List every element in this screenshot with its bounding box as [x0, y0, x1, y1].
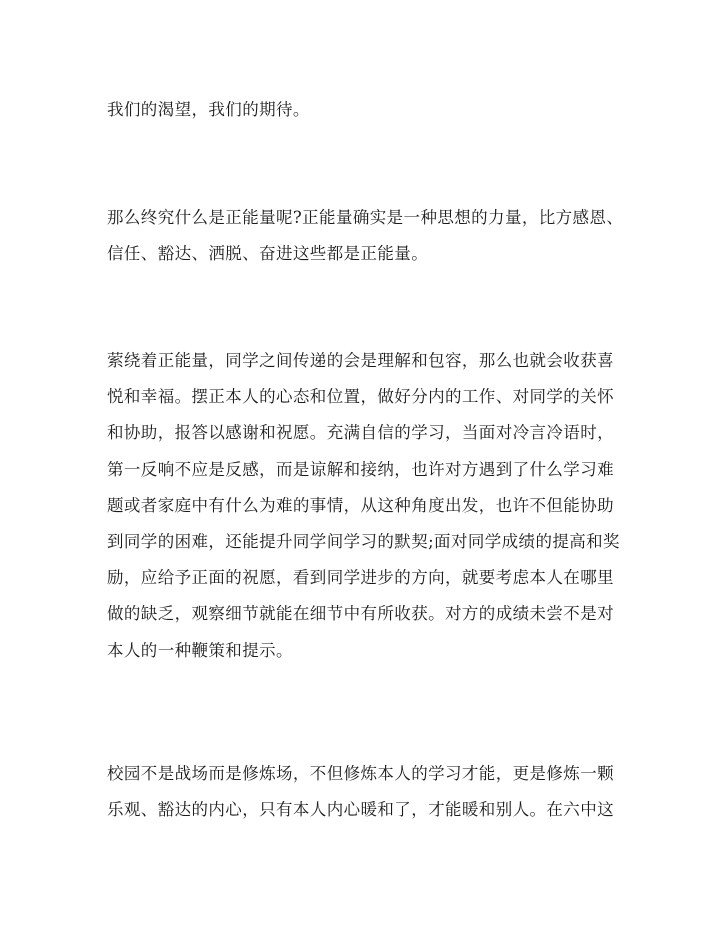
text-line: 我们的渴望，我们的期待。	[107, 100, 310, 119]
paragraph-3	[107, 343, 620, 669]
text-line: 题或者家庭中有什么为难的事情，从这种角度出发，也许不但能协助	[107, 495, 614, 515]
text-line: 本人的一种鞭策和提示。	[107, 640, 293, 660]
text-line: 励，应给予正面的祝愿，看到同学进步的方向，就要考虑本人在哪里	[107, 568, 614, 588]
text-line: 悦和幸福。摆正本人的心态和位置，做好分内的工作、对同学的关怀	[107, 387, 614, 407]
text-line: 做的缺乏，观察细节就能在细节中有所收获。对方的成绩未尝不是对	[107, 604, 614, 624]
text-line: 乐观、豁达的内心，只有本人内心暖和了，才能暖和别人。在六中这	[107, 800, 614, 820]
text-line: 校园不是战场而是修炼场，不但修炼本人的学习才能，更是修炼一颗	[107, 764, 614, 783]
paragraph-4	[107, 756, 614, 828]
text-line: 和协助，报答以感谢和祝愿。充满自信的学习，当面对冷言冷语时，	[107, 423, 614, 443]
paragraph-1	[107, 92, 607, 128]
text-line: 信任、豁达、洒脱、奋进这些都是正能量。	[107, 244, 429, 264]
text-line: 到同学的困难，还能提升同学间学习的默契;面对同学成绩的提高和奖	[107, 532, 620, 552]
text-line: 那么终究什么是正能量呢?正能量确实是一种思想的力量，比方感恩、	[107, 208, 624, 227]
text-line: 萦绕着正能量，同学之间传递的会是理解和包容，那么也就会收获喜	[107, 351, 614, 370]
paragraph-2	[107, 200, 624, 272]
text-line: 第一反响不应是反感，而是谅解和接纳，也许对方遇到了什么学习难	[107, 459, 614, 479]
